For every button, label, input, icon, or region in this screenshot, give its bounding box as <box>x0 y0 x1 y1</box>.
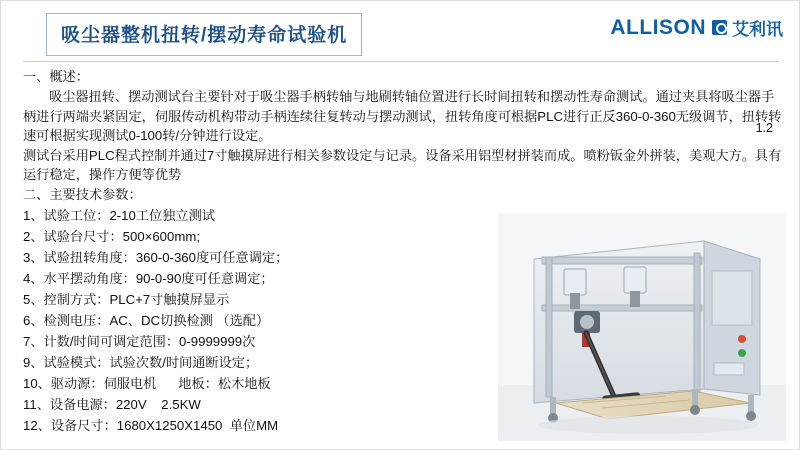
list-item: 9、试验模式：试验次数/时间通断设定； <box>23 354 259 370</box>
list-item: 5、控制方式：PLC+7寸触摸屏显示 <box>23 291 230 307</box>
list-item: 12、设备尺寸：1680X1250X1450 单位MM <box>23 417 279 433</box>
list-item: 10、驱动源：伺服电机 地板：松木地板 <box>23 375 271 391</box>
list-item: 1、试验工位：2-10工位独立测试 <box>23 207 215 223</box>
machine-illustration-icon <box>498 213 786 441</box>
page-title: 吸尘器整机扭转/摆动寿命试验机 <box>61 25 348 46</box>
page-title-box <box>46 13 362 56</box>
header-divider <box>23 61 779 62</box>
list-item: 7、计数/时间可调定范围：0-9999999次 <box>23 333 256 349</box>
list-item: 4、水平摆动角度：90-0-90度可任意调定； <box>23 270 274 286</box>
list-item: 2、试验台尺寸：500×600mm; <box>23 228 200 244</box>
overview-section-label: 一、概述： <box>23 69 89 84</box>
overview-paragraph-1: 吸尘器扭转、摆动测试台主要针对于吸尘器手柄转轴与地刷转轴位置进行长时间扭转和摆动性寿命测试。通过夹具将吸尘器手柄进行两端夹紧固定，伺服传动机构带动手柄连续往复转动与摆动测试，扭转角度可根据PLC进行正反360-0-360无级调节，扭转转速可根据实现测试0-100转/分钟进行设定。 <box>23 89 782 143</box>
slide-header <box>1 1 800 59</box>
allison-logo-icon <box>712 20 727 35</box>
brand-name-cn: 艾利讯 <box>732 20 783 39</box>
brand-name-en: ALLISON <box>610 15 706 39</box>
overview-paragraph-2: 测试台采用PLC程式控制并通过7寸触摸屏进行相关参数设定与记录。设备采用铝型材拼装而成。喷粉钣金外拼装，美观大方。具有运行稳定，操作方便等优势 <box>23 147 782 182</box>
specs-section-label: 二、主要技术参数： <box>23 186 142 202</box>
overview-float-number: 1.2 <box>755 121 773 135</box>
list-item: 6、检测电压：AC、DC切换检测 （选配） <box>23 312 270 328</box>
list-item: 11、设备电源：220V 2.5KW <box>23 396 201 412</box>
brand-logo <box>610 15 783 40</box>
list-item: 3、试验扭转角度：360-0-360度可任意调定； <box>23 249 289 265</box>
test-machine-photo <box>498 213 786 441</box>
